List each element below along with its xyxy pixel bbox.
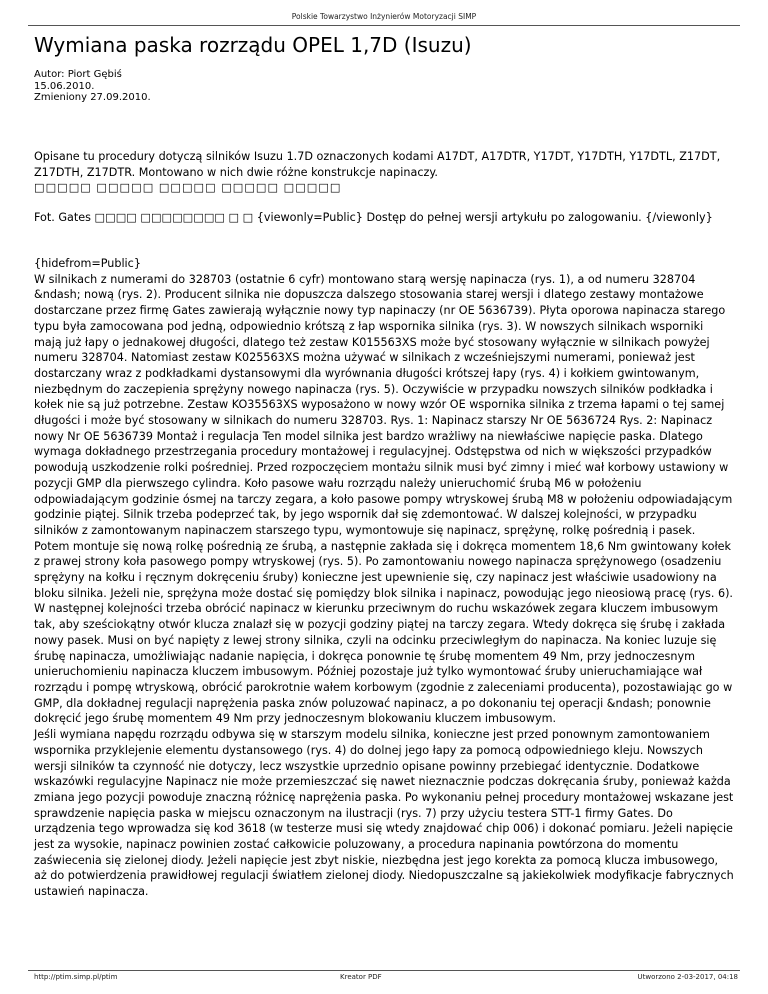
intro-missing-glyphs: □□□□□ □□□□□ □□□□□ □□□□□ □□□□□ (34, 181, 342, 195)
hidefrom-tag: {hidefrom=Public} (34, 257, 141, 270)
article-title: Wymiana paska rozrządu OPEL 1,7D (Isuzu) (34, 33, 472, 57)
header-divider (28, 25, 740, 26)
publish-date: 15.06.2010. (34, 80, 95, 92)
main-paragraph-2: Jeśli wymiana napędu rozrządu odbywa się w starszym modelu silnika, konieczne jest przed ponownym zamontowaniem wspornika przyklejenie elementu dystansowego (rys. 4) do dolnej jego łapy za pomocą odpowiedniego kleju. Nowszych wersji silników ta czynność nie dotyczy, lecz wszystkie uprzednio opisane powinny przebiegać identycznie. Dodatkowe wskazówki regulacyjne Napinacz nie może przemieszczać się nawet nieznacznie podczas dokręcania śruby, ponieważ każda zmiana jego pozycji powoduje znaczną różnicę naprężenia paska. Po wykonaniu pełnej procedury montażowej wskazane jest sprawdzenie napięcia paska w miejscu oznaczonym na ilustracji (rys. 7) przy użyciu testera STT-1 firmy Gates. Do urządzenia tego wprowadza się kod 3618 (w testerze musi się wtedy znajdować chip 006) i dokonać pomiaru. Jeżeli napięcie jest za wysokie, napinacz powinien zostać całkowicie poluzowany, a procedura napinania powtórzona do momentu zaświecenia się zielonej diody. Jeżeli napięcie jest zbyt niskie, niezbędna jest jego korekta za pomocą klucza imbusowego, aż do potwierdzenia prawidłowej regulacji światłem zielonej diody. Niedopuszczalne są jakiekolwiek modyfikacje fabrycznych ustawień napinacza. (34, 728, 734, 899)
intro-text: Opisane tu procedury dotyczą silników Isuzu 1.7D oznaczonych kodami A17DT, A17DTR, Y17DT, Y17DTH, Y17DTL, Z17DT, Z17DTH, Z17DTR. Montowano w nich dwie różne konstrukcje napinaczy. (34, 150, 721, 179)
footer-created: Utworzono 2-03-2017, 04:18 (637, 973, 738, 981)
photo-caption-paragraph: Fot. Gates □□□□ □□□□□□□□ □ □ {viewonly=Public} Dostęp do pełnej wersji artykułu po zalogowaniu. {/viewonly} (34, 211, 713, 224)
main-content (34, 256, 734, 900)
modified-date: Zmieniony 27.09.2010. (34, 92, 151, 103)
intro-paragraph (34, 149, 734, 196)
page-header: Polskie Towarzystwo Inżynierów Motoryzacji SIMP (291, 12, 477, 21)
footer-url: http://ptim.simp.pl/ptim (34, 973, 118, 981)
footer-generator: Kreator PDF (340, 973, 382, 981)
footer-divider (28, 970, 740, 971)
article-meta (34, 69, 151, 104)
main-paragraph: W silnikach z numerami do 328703 (ostatnie 6 cyfr) montowano starą wersję napinacza (rys. 1), a od numeru 328704 &ndash; nową (rys. 2). Producent silnika nie dopuszcza dalszego stosowania starej wersji i dlatego zestawy montażowe dostarczane przez firmę Gates zawierają wyłącznie nowy typ napinaczy (nr OE 5636739). Płyta oporowa napinacza starego typu była zamocowana pod jedną, odpowiednio krótszą z łap wspornika silnika (rys. 3). W nowszych silnikach wsporniki mają już łapy o jednakowej długości, dlatego też zestaw K015563XS może być stosowany wyłącznie w silnikach powyżej numeru 328704. Natomiast zestaw K025563XS można używać w silnikach z wcześniejszymi numerami, ponieważ jest dostarczany wraz z podkładkami dystansowymi dla wyrównania długości krótszej łapy (rys. 4) i kołkiem gwintowanym, niezbędnym do zaczepienia sprężyny nowego napinacza (rys. 5). Oczywiście w przypadku nowszych silników podkładka i kołek nie są już potrzebne. Zestaw KO35563XS wyposażono w nowy wzór OE wspornika silnika z trzema łapami o tej samej długości i może być stosowany w silnikach do numeru 328703. Rys. 1: Napinacz starszy Nr OE 5636724 Rys. 2: Napinacz nowy Nr OE 5636739 Montaż i regulacja Ten model silnika jest bardzo wrażliwy na niewłaściwe napięcie paska. Dlatego wymaga dokładnego przestrzegania procedury montażowej i regulacyjnej. Odstępstwa od nich w większości przypadków powodują uszkodzenie rolki pośredniej. Przed rozpoczęciem montażu silnik musi być zimny i mieć wał korbowy ustawiony w pozycji GMP dla pierwszego cylindra. Koło pasowe wału rozrządu należy unieruchomić śrubą M6 w położeniu odpowiadającym godzinie ósmej na tarczy zegara, a koło pasowe pompy wtryskowej śrubą M8 w położeniu odpowiadającym godzinie piątej. Silnik trzeba podeprzeć tak, by jego wspornik dał się zdemontować. W dalszej kolejności, w przypadku silników z zamontowanym napinaczem starszego typu, wymontowuje się napinacz, sprężynę, rolkę pośrednią i pasek. Potem montuje się nową rolkę pośrednią ze śrubą, a następnie zakłada się i dokręca momentem 18,6 Nm gwintowany kołek z prawej strony koła pasowego pompy wtryskowej (rys. 5). Po zamontowaniu nowego napinacza sprężynowego (osadzeniu sprężyny na kołku i ręcznym dokręceniu śruby) konieczne jest upewnienie się, czy napinacz jest właściwie usadowiony na bloku silnika. Jeżeli nie, sprężyna może dostać się pomiędzy blok silnika i napinacz, powodując jego nieosiową pracę (rys. 6). W następnej kolejności trzeba obrócić napinacz w kierunku przeciwnym do ruchu wskazówek zegara kluczem imbusowym tak, aby sześciokątny otwór klucza znalazł się w pozycji godziny piątej na tarczy zegara. Wtedy dokręca się śrubę i zakłada nowy pasek. Musi on być napięty z lewej strony silnika, czyli na odcinku przeciwległym do napinacza. Na koniec luzuje się śrubę napinacza, umożliwiając nadanie napięcia, i dokręca ponownie tę śrubę momentem 49 Nm, przy jednoczesnym unieruchomieniu napinacza kluczem imbusowym. Później pozostaje już tylko wymontować śruby unieruchamiające wał rozrządu i pompę wtryskową, obrócić parokrotnie wałem korbowym (zgodnie z zaleceniami producenta), pozostawiając go w GMP, dla dokładnej regulacji naprężenia paska znów poluzować napinacz, a po dokonaniu tej operacji &ndash; ponownie dokręcić jego śrubę momentem 49 Nm przy jednoczesnym blokowaniu kluczem imbusowym. (34, 272, 733, 726)
author: Autor: Piort Gębiś (34, 69, 122, 80)
